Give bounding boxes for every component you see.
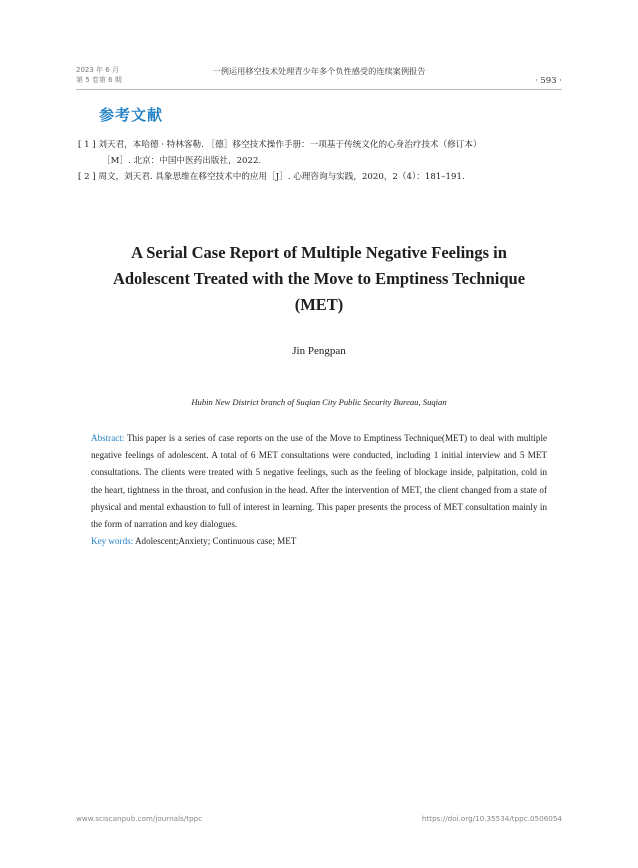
running-title: 一例运用移空技术处理青少年多个负性感受的连续案例报告	[212, 66, 426, 76]
reference-item	[78, 137, 562, 169]
reference-text: 刘天君，本哈德 · 特林客勒. ［德］移空技术操作手册：一项基于传统文化的心身治疗技术（修订本）	[98, 140, 482, 150]
reference-number: [ 1 ]	[78, 140, 96, 150]
author-affiliation: Hubin New District branch of Suqian City Public Security Bureau, Suqian	[191, 397, 447, 407]
title-line: (MET)	[294, 295, 344, 314]
title-line: Adolescent Treated with the Move to Emptiness Technique	[112, 269, 526, 288]
reference-number: [ 2 ]	[78, 172, 96, 182]
reference-text: 周文，刘天君. 具象思维在移空技术中的应用［J］. 心理咨询与实践，2020，2（4）：181–191.	[98, 172, 465, 182]
references-list	[78, 137, 562, 185]
title-line: A Serial Case Report of Multiple Negative Feelings in	[131, 243, 507, 262]
abstract-label: Abstract:	[91, 433, 125, 443]
reference-text-continued: ［M］. 北京：中国中医药出版社，2022.	[102, 156, 262, 166]
doi-link: https://doi.org/10.35534/tppc.0506054	[421, 814, 562, 823]
page-number: · 593 ·	[534, 76, 562, 86]
issue-volume: 第 5 卷第 6 期	[76, 76, 122, 84]
abstract-paragraph	[91, 430, 547, 533]
abstract-text: This paper is a series of case reports on the use of the Move to Emptiness Technique(MET) to deal with multiple negative feelings of adolescent. A total of 6 MET consultations were conducted, including 1 initial interview and 5 MET consultations. The clients were treated with 5 negative feelings, such as the feeling of blockage inside, palpitation, cold in the heart, tightness in the throat, and confusion in the head. After the intervention of MET, the client changed from a state of physical and mental exhaustion to full of interest in learning. This paper presents the process of MET consultation mainly in the form of narration and key dialogues.	[91, 433, 548, 530]
author-name: Jin Pengpan	[292, 345, 346, 357]
article-title	[80, 240, 558, 318]
journal-url: www.sciscanpub.com/journals/tppc	[76, 814, 203, 823]
keywords-paragraph	[91, 533, 547, 550]
abstract-block	[91, 430, 547, 550]
header-divider	[76, 89, 562, 90]
issue-date: 2023 年 6 月	[76, 66, 119, 74]
keywords-text: Adolescent;Anxiety; Continuous case; MET	[134, 536, 297, 547]
reference-item	[78, 169, 562, 185]
references-heading: 参考文献	[99, 106, 164, 124]
keywords-label: Key words:	[91, 536, 134, 547]
